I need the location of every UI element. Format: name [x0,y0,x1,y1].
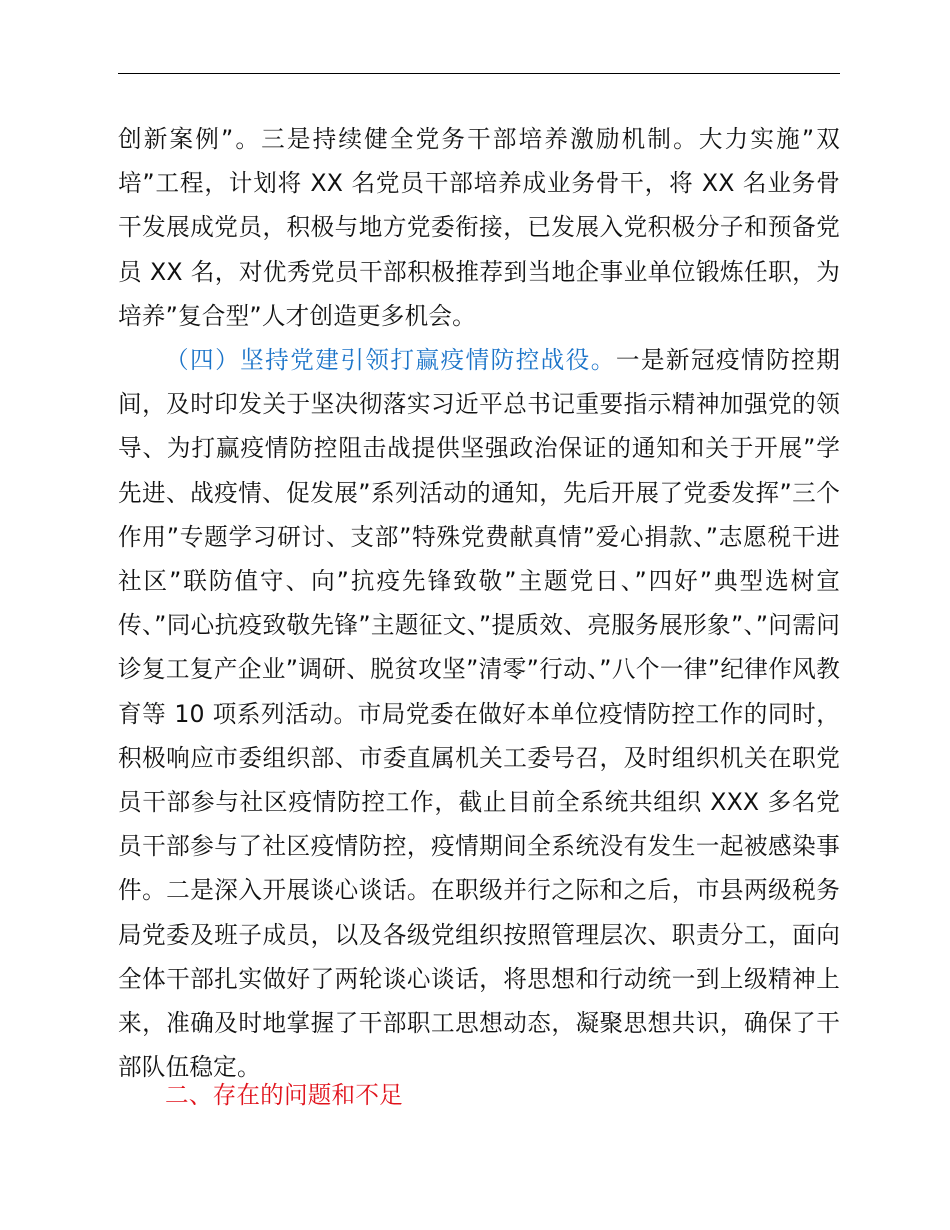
paragraph-section-four [118,338,840,1089]
subsection-heading: （四）坚持党建引领打赢疫情防控战役。 [165,346,616,375]
paragraph-continued: 创新案例”。三是持续健全党务干部培养激励机制。大力实施”双培”工程，计划将 XX 名党员干部培养成业务骨干，将 XX 名业务骨干发展成党员，积极与地方党委衔接，已发展入党积极分子和预备党员 XX 名，对优秀党员干部积极推荐到当地企事业单位锻炼任职，为培养”复合型”人才创造更多机会。 [118,125,840,330]
section-heading: 二、存在的问题和不足 [165,1081,403,1109]
document-body [118,117,840,1089]
header-rule [118,73,840,74]
subsection-body: 一是新冠疫情防控期间，及时印发关于坚决彻落实习近平总书记重要指示精神加强党的领导、为打赢疫情防控阻击战提供坚强政治保证的通知和关于开展”学先进、战疫情、促发展”系列活动的通知，先后开展了党委发挥”三个作用”专题学习研讨、支部”特殊党费献真情”爱心捐款、”志愿税干进社区”联防值守、向”抗疫先锋致敬”主题党日、”四好”典型选树宣传、”同心抗疫致敬先锋”主题征文、”提质效、亮服务展形象”、”问需问诊复工复产企业”调研、脱贫攻坚”清零”行动、”八个一律”纪律作风教育等 10 项系列活动。市局党委在做好本单位疫情防控工作的同时，积极响应市委组织部、市委直属机关工委号召，及时组织机关在职党员干部参与社区疫情防控工作，截止目前全系统共组织 XXX 多名党员干部参与了社区疫情防控，疫情期间全系统没有发生一起被感染事件。二是深入开展谈心谈话。在职级并行之际和之后，市县两级税务局党委及班子成员，以及各级党组织按照管理层次、职责分工，面向全体干部扎实做好了两轮谈心谈话，将思想和行动统一到上级精神上来，准确及时地掌握了干部职工思想动态，凝聚思想共识，确保了干部队伍稳定。 [118,346,840,1082]
